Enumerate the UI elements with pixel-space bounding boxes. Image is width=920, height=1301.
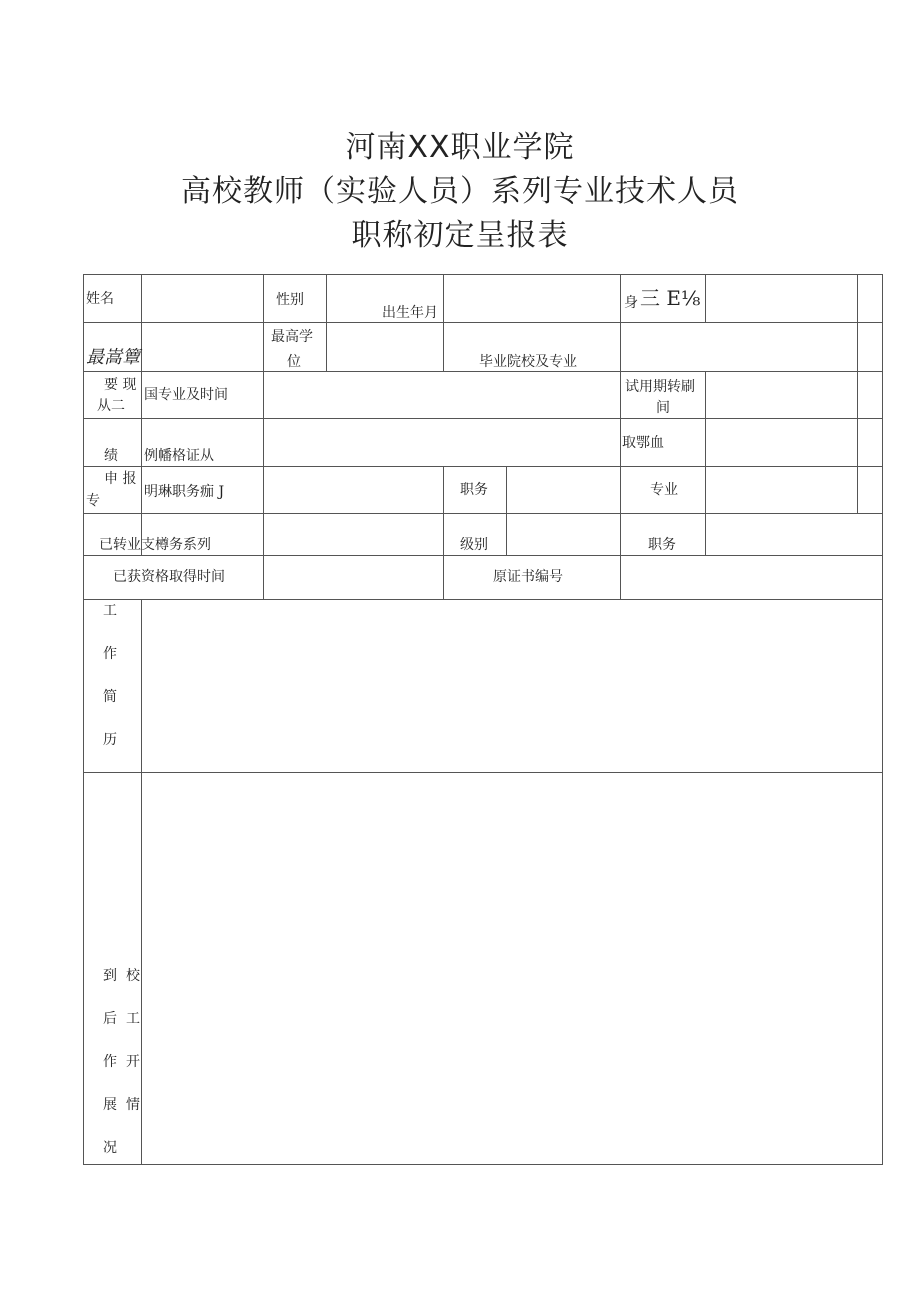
id-label-b: 三 E⅛ — [640, 286, 701, 310]
table-rule — [882, 274, 883, 1165]
table-rule — [620, 274, 621, 599]
work-label-col2: 校工开情 — [126, 968, 140, 1113]
title-line-2: 高校教师（实验人员）系列专业技术人员 — [181, 174, 739, 209]
table-rule — [263, 274, 264, 599]
education-label: 最嵩簟 — [86, 347, 140, 368]
major-label: 专业 — [650, 482, 678, 498]
table-rule — [141, 599, 142, 1165]
title-position-label: 明琳职务痂 J — [144, 484, 225, 500]
performance-label: 绩 — [104, 448, 118, 464]
apply-label-b: 专 — [86, 493, 100, 509]
require-label-a: 要 现 — [104, 377, 137, 393]
title-line-1: 河南XX职业学院 — [345, 130, 575, 165]
qualification-time-label: 已获资格取得时间 — [113, 569, 225, 585]
position-label-2: 职务 — [648, 537, 676, 553]
birth-label: 出生年月 — [382, 305, 438, 321]
table-rule — [141, 274, 142, 555]
table-rule — [83, 322, 883, 323]
obtain-label: 取鄂血 — [622, 435, 664, 451]
table-rule — [83, 274, 84, 1165]
name-label: 姓名 — [86, 291, 114, 307]
table-rule — [705, 371, 706, 555]
table-rule — [83, 1164, 883, 1165]
certificate-label: 例幡格证从 — [144, 448, 214, 464]
table-rule — [83, 466, 883, 467]
current-series-label: 已转业支樽务系列 — [99, 537, 211, 553]
work-label-col1: 到后作展况 — [103, 968, 117, 1156]
table-rule — [83, 371, 883, 372]
school-label: 毕业院校及专业 — [479, 354, 577, 370]
table-rule — [705, 274, 706, 322]
table-rule — [83, 274, 883, 275]
table-rule — [83, 772, 883, 773]
degree-label-b: 位 — [287, 354, 301, 370]
table-rule — [506, 466, 507, 555]
probation-label-a: 试用期转刷 — [625, 379, 695, 395]
degree-label-a: 最高学 — [271, 329, 313, 345]
table-rule — [83, 418, 883, 419]
probation-label-b: 间 — [656, 400, 670, 416]
table-rule — [83, 599, 883, 600]
gender-label: 性别 — [276, 292, 304, 308]
major-time-label: 国专业及时间 — [144, 387, 228, 403]
position-label: 职务 — [460, 482, 488, 498]
certificate-number-label: 原证书编号 — [493, 569, 563, 585]
table-rule — [443, 466, 444, 599]
require-label-b: 从二 — [97, 398, 125, 414]
table-rule — [326, 274, 327, 371]
id-label-a: 身 — [624, 295, 638, 311]
level-label: 级别 — [460, 537, 488, 553]
table-rule — [857, 274, 858, 513]
resume-label: 工作简历 — [103, 603, 117, 748]
table-rule — [83, 555, 883, 556]
title-line-3: 职称初定呈报表 — [351, 218, 569, 253]
table-rule — [83, 513, 883, 514]
table-rule — [443, 274, 444, 371]
apply-label-a: 申 报 — [104, 471, 137, 487]
